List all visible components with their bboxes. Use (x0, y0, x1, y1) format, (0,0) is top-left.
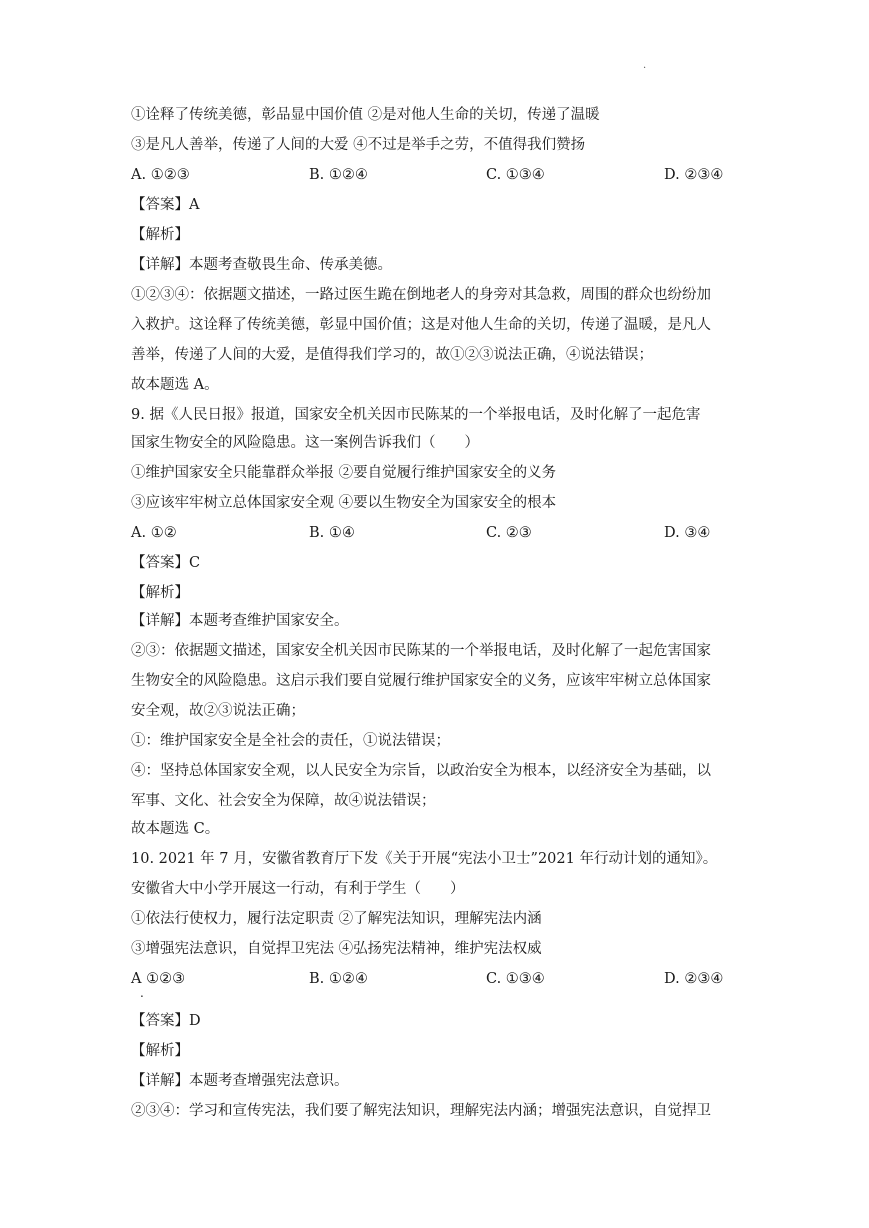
header-dot: . (643, 60, 647, 71)
option-a: A ①②③ (131, 971, 186, 987)
option-a-dot: . (140, 986, 144, 1000)
option-d: D. ②③④ (664, 167, 724, 183)
conclusion: 故本题选 C。 (131, 821, 220, 837)
explanation-line: ②③：依据题文描述，国家安全机关因市民陈某的一个举报电话，及时化解了一起危害国家 (131, 643, 711, 659)
statement-line: ①依法行使权力，履行法定职责 ②了解宪法知识，理解宪法内涵 (131, 911, 542, 927)
explanation-line: 入救护。这诠释了传统美德，彰显中国价值；这是对他人生命的关切，传递了温暖，是凡人 (131, 317, 711, 333)
analysis-heading: 【解析】 (131, 585, 189, 601)
analysis-heading: 【解析】 (131, 227, 189, 243)
explanation-line: ④：坚持总体国家安全观，以人民安全为宗旨，以政治安全为根本，以经济安全为基础，以 (131, 763, 711, 779)
detail-heading: 【详解】本题考查维护国家安全。 (131, 613, 349, 629)
conclusion: 故本题选 A。 (131, 377, 219, 393)
explanation-line: ②③④：学习和宣传宪法，我们要了解宪法知识，理解宪法内涵；增强宪法意识，自觉捍卫 (131, 1103, 711, 1119)
explanation-line: ①②③④：依据题文描述，一路过医生跪在倒地老人的身旁对其急救，周围的群众也纷纷加 (131, 287, 711, 303)
explanation-line: 生物安全的风险隐患。这启示我们要自觉履行维护国家安全的义务，应该牢牢树立总体国家 (131, 673, 711, 689)
option-a: A. ①②③ (131, 167, 190, 183)
option-a: A. ①② (131, 525, 177, 541)
answer: 【答案】C (131, 555, 201, 571)
option-b: B. ①②④ (309, 167, 368, 183)
question-text: 安徽省大中小学开展这一行动，有利于学生（ ） (131, 881, 465, 897)
detail-heading: 【详解】本题考查敬畏生命、传承美德。 (131, 257, 392, 273)
option-b: B. ①④ (309, 525, 355, 541)
option-c: C. ①③④ (486, 971, 545, 987)
option-c: C. ②③ (486, 525, 532, 541)
statement-line: ③增强宪法意识，自觉捍卫宪法 ④弘扬宪法精神，维护宪法权威 (131, 941, 542, 957)
statement-line: ③应该牢牢树立总体国家安全观 ④要以生物安全为国家安全的根本 (131, 495, 557, 511)
explanation-line: 善举，传递了人间的大爱，是值得我们学习的，故①②③说法正确，④说法错误； (131, 347, 653, 363)
explanation-line: 军事、文化、社会安全为保障，故④说法错误； (131, 793, 436, 809)
statement-line: ①诠释了传统美德，彰品显中国价值 ②是对他人生命的关切，传递了温暖 (131, 107, 600, 123)
option-d: D. ③④ (664, 525, 711, 541)
option-b: B. ①②④ (309, 971, 368, 987)
question-text: 国家生物安全的风险隐患。这一案例告诉我们（ ） (131, 435, 479, 451)
option-c: C. ①③④ (486, 167, 545, 183)
statement-line: ①维护国家安全只能靠群众举报 ②要自觉履行维护国家安全的义务 (131, 465, 557, 481)
explanation-line: 安全观，故②③说法正确； (131, 703, 305, 719)
explanation-line: ①：维护国家安全是全社会的责任，①说法错误； (131, 733, 450, 749)
detail-heading: 【详解】本题考查增强宪法意识。 (131, 1073, 349, 1089)
statement-line: ③是凡人善举，传递了人间的大爱 ④不过是举手之劳，不值得我们赞扬 (131, 137, 586, 153)
answer: 【答案】A (131, 197, 200, 213)
question-text: 9. 据《人民日报》报道，国家安全机关因市民陈某的一个举报电话，及时化解了一起危害 (131, 407, 701, 423)
option-d: D. ②③④ (664, 971, 724, 987)
question-text: 10. 2021 年 7 月，安徽省教育厅下发《关于开展“宪法小卫士”2021 年行动计划的通知》。 (131, 851, 718, 867)
analysis-heading: 【解析】 (131, 1043, 189, 1059)
answer: 【答案】D (131, 1013, 201, 1029)
